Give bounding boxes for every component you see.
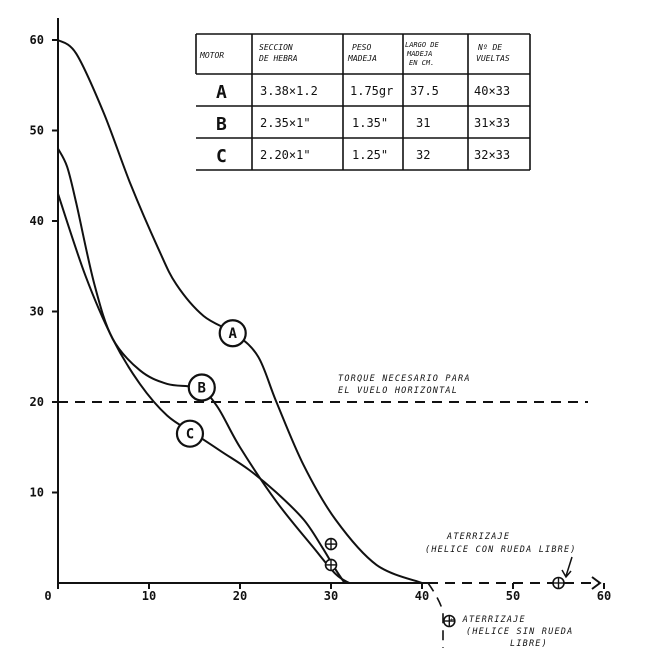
row-b-vueltas: 31×33 <box>474 116 511 130</box>
motor-table <box>196 34 530 170</box>
x-tick-label: 60 <box>596 589 612 603</box>
x-ticks <box>44 583 611 603</box>
header-peso-1: PESO <box>352 43 372 52</box>
row-b-largo: 31 <box>416 116 431 130</box>
y-tick-label: 60 <box>29 33 44 47</box>
landing-marker <box>553 578 564 589</box>
reference-label-line2: EL VUELO HORIZONTAL <box>338 386 459 396</box>
y-tick-label: 10 <box>29 485 44 500</box>
x-tick-label: 50 <box>505 589 521 603</box>
landing-dashed-path <box>428 583 443 648</box>
x-axis-arrow <box>592 577 600 589</box>
y-tick-label: 30 <box>29 304 44 319</box>
x-tick-label: 0 <box>44 589 52 603</box>
annotation-2-line3: LIBRE) <box>510 639 548 649</box>
y-tick-label: 50 <box>29 123 44 138</box>
row-c-vueltas: 32×33 <box>474 148 511 162</box>
row-a-motor: A <box>216 82 227 103</box>
series-label-a: A <box>228 326 237 343</box>
x-tick-label: 30 <box>323 589 339 603</box>
header-largo-3: EN CM. <box>409 59 435 67</box>
row-a-peso: 1.75gr <box>350 84 394 98</box>
annotation-1-line1: ATERRIZAJE <box>447 532 511 542</box>
header-motor: MOTOR <box>200 51 225 60</box>
annotation-1-arrow <box>562 557 572 577</box>
row-c-peso: 1.25" <box>352 148 389 162</box>
y-tick-label: 20 <box>29 395 44 409</box>
annotation-2-line1: ← ATERRIZAJE <box>450 615 526 625</box>
x-tick-label: 20 <box>232 589 248 603</box>
y-tick-label: 40 <box>29 214 44 228</box>
header-vueltas-2: VUELTAS <box>476 54 510 63</box>
row-a-largo: 37.5 <box>410 84 439 98</box>
series-label-c: C <box>185 426 195 443</box>
row-a-vueltas: 40×33 <box>474 84 511 98</box>
row-b-seccion: 2.35×1" <box>260 116 311 130</box>
header-seccion-1: SECCION <box>259 43 293 52</box>
row-b-motor: B <box>216 114 227 135</box>
header-largo-2: MADEJA <box>407 50 433 58</box>
header-vueltas-1: Nº DE <box>478 43 503 52</box>
row-b-peso: 1.35" <box>352 116 389 130</box>
row-c-seccion: 2.20×1" <box>260 148 311 162</box>
y-ticks <box>30 33 58 500</box>
annotation-2-line2: (HELICE SIN RUEDA <box>466 627 574 637</box>
series-label-b: B <box>197 380 206 397</box>
landing-marker <box>326 559 337 570</box>
landing-marker <box>326 539 337 550</box>
row-c-largo: 32 <box>416 148 431 162</box>
annotation-1-line2: (HELICE CON RUEDA LIBRE) <box>425 545 577 555</box>
curve-b <box>58 149 349 583</box>
row-c-motor: C <box>216 146 227 167</box>
header-peso-2: MADEJA <box>348 54 377 63</box>
x-tick-label: 40 <box>414 589 430 603</box>
x-tick-label: 10 <box>141 589 157 603</box>
row-a-seccion: 3.38×1.2 <box>260 84 318 98</box>
header-largo-1: LARGO DE <box>405 41 439 49</box>
header-seccion-2: DE HEBRA <box>259 54 298 63</box>
reference-label-line1: TORQUE NECESARIO PARA <box>338 374 471 384</box>
